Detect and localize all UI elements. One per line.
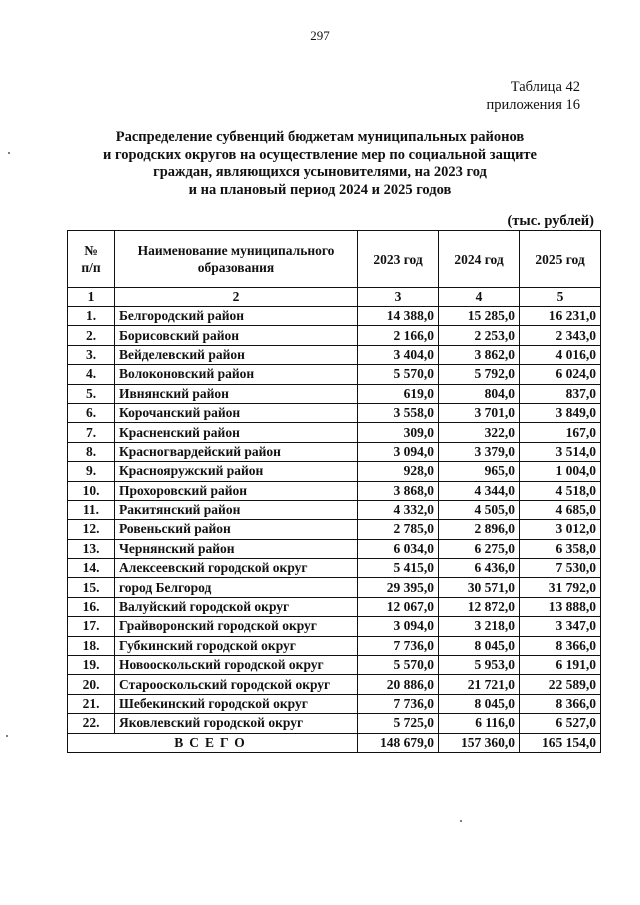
row-value-2024: 322,0 — [439, 423, 520, 442]
table-row — [68, 597, 601, 616]
row-value-2025: 3 849,0 — [520, 403, 601, 422]
row-value-2024: 804,0 — [439, 384, 520, 403]
table-row — [68, 694, 601, 713]
row-name: Новооскольский городской округ — [115, 656, 358, 675]
row-value-2025: 4 685,0 — [520, 500, 601, 519]
row-value-2025: 8 366,0 — [520, 636, 601, 655]
table-row — [68, 403, 601, 422]
row-value-2024: 8 045,0 — [439, 636, 520, 655]
row-number: 4. — [68, 365, 115, 384]
row-value-2023: 12 067,0 — [358, 597, 439, 616]
row-name: Красногвардейский район — [115, 442, 358, 461]
row-value-2024: 3 379,0 — [439, 442, 520, 461]
row-number: 12. — [68, 520, 115, 539]
row-value-2024: 3 862,0 — [439, 345, 520, 364]
row-value-2024: 12 872,0 — [439, 597, 520, 616]
table-row — [68, 500, 601, 519]
row-value-2023: 3 094,0 — [358, 617, 439, 636]
row-name: Ивнянский район — [115, 384, 358, 403]
column-number: 2 — [115, 288, 358, 307]
row-value-2025: 3 012,0 — [520, 520, 601, 539]
row-number: 7. — [68, 423, 115, 442]
table-row — [68, 481, 601, 500]
row-value-2025: 4 016,0 — [520, 345, 601, 364]
table-row — [68, 520, 601, 539]
column-number: 1 — [68, 288, 115, 307]
total-row — [68, 733, 601, 752]
row-number: 19. — [68, 656, 115, 675]
row-name: Ровеньский район — [115, 520, 358, 539]
row-value-2025: 4 518,0 — [520, 481, 601, 500]
row-value-2025: 3 514,0 — [520, 442, 601, 461]
table-row — [68, 578, 601, 597]
row-value-2023: 928,0 — [358, 462, 439, 481]
row-value-2023: 3 558,0 — [358, 403, 439, 422]
table-row — [68, 462, 601, 481]
header-2024: 2024 год — [439, 231, 520, 288]
row-number: 20. — [68, 675, 115, 694]
row-number: 16. — [68, 597, 115, 616]
row-name: Алексеевский городской округ — [115, 559, 358, 578]
title-line2: и городских округов на осуществление мер по социальной защите — [103, 146, 537, 163]
row-value-2024: 6 436,0 — [439, 559, 520, 578]
row-number: 17. — [68, 617, 115, 636]
row-value-2025: 3 347,0 — [520, 617, 601, 636]
row-value-2023: 5 570,0 — [358, 656, 439, 675]
row-number: 6. — [68, 403, 115, 422]
row-value-2023: 619,0 — [358, 384, 439, 403]
row-value-2023: 2 166,0 — [358, 326, 439, 345]
header-2025: 2025 год — [520, 231, 601, 288]
row-value-2025: 2 343,0 — [520, 326, 601, 345]
row-number: 1. — [68, 307, 115, 326]
row-value-2023: 7 736,0 — [358, 636, 439, 655]
header-number-line2: п/п — [81, 260, 101, 275]
scan-speck — [460, 820, 462, 822]
row-name: Губкинский городской округ — [115, 636, 358, 655]
title-line4: и на плановый период 2024 и 2025 годов — [188, 181, 452, 198]
header-name — [115, 231, 358, 288]
total-2025: 165 154,0 — [520, 733, 601, 752]
table-row — [68, 345, 601, 364]
row-value-2025: 6 024,0 — [520, 365, 601, 384]
row-value-2025: 837,0 — [520, 384, 601, 403]
table-row — [68, 656, 601, 675]
row-value-2025: 8 366,0 — [520, 694, 601, 713]
total-2023: 148 679,0 — [358, 733, 439, 752]
row-name: Борисовский район — [115, 326, 358, 345]
row-value-2024: 21 721,0 — [439, 675, 520, 694]
row-number: 8. — [68, 442, 115, 461]
header-name-line2: образования — [197, 260, 275, 275]
row-value-2025: 1 004,0 — [520, 462, 601, 481]
table-row — [68, 675, 601, 694]
table-header-row — [68, 231, 601, 288]
row-value-2024: 965,0 — [439, 462, 520, 481]
table-row — [68, 442, 601, 461]
row-value-2024: 2 896,0 — [439, 520, 520, 539]
header-number — [68, 231, 115, 288]
table-row — [68, 636, 601, 655]
table-row — [68, 307, 601, 326]
row-value-2025: 7 530,0 — [520, 559, 601, 578]
units-label: (тыс. рублей) — [507, 213, 594, 229]
row-value-2025: 22 589,0 — [520, 675, 601, 694]
row-value-2025: 6 191,0 — [520, 656, 601, 675]
table-row — [68, 326, 601, 345]
row-value-2025: 167,0 — [520, 423, 601, 442]
row-number: 18. — [68, 636, 115, 655]
row-value-2024: 4 344,0 — [439, 481, 520, 500]
row-number: 11. — [68, 500, 115, 519]
row-value-2024: 8 045,0 — [439, 694, 520, 713]
column-number: 5 — [520, 288, 601, 307]
row-value-2024: 30 571,0 — [439, 578, 520, 597]
row-number: 21. — [68, 694, 115, 713]
subventions-table — [67, 230, 601, 753]
row-name: Белгородский район — [115, 307, 358, 326]
row-value-2023: 29 395,0 — [358, 578, 439, 597]
row-name: Прохоровский район — [115, 481, 358, 500]
row-name: Корочанский район — [115, 403, 358, 422]
row-value-2024: 15 285,0 — [439, 307, 520, 326]
total-label: ВСЕГО — [68, 733, 358, 752]
row-value-2024: 5 953,0 — [439, 656, 520, 675]
row-value-2023: 6 034,0 — [358, 539, 439, 558]
row-value-2023: 2 785,0 — [358, 520, 439, 539]
row-name: Старооскольский городской округ — [115, 675, 358, 694]
table-row — [68, 423, 601, 442]
row-number: 14. — [68, 559, 115, 578]
row-value-2024: 3 701,0 — [439, 403, 520, 422]
row-number: 10. — [68, 481, 115, 500]
row-name: город Белгород — [115, 578, 358, 597]
table-row — [68, 384, 601, 403]
row-number: 15. — [68, 578, 115, 597]
row-value-2023: 5 415,0 — [358, 559, 439, 578]
row-value-2025: 13 888,0 — [520, 597, 601, 616]
row-name: Шебекинский городской округ — [115, 694, 358, 713]
document-title — [60, 129, 580, 199]
row-number: 5. — [68, 384, 115, 403]
row-number: 22. — [68, 714, 115, 733]
row-name: Красненский район — [115, 423, 358, 442]
table-row — [68, 365, 601, 384]
row-number: 3. — [68, 345, 115, 364]
table-row — [68, 539, 601, 558]
row-value-2023: 7 736,0 — [358, 694, 439, 713]
row-value-2023: 3 094,0 — [358, 442, 439, 461]
total-2024: 157 360,0 — [439, 733, 520, 752]
row-name: Краснояружский район — [115, 462, 358, 481]
row-value-2025: 31 792,0 — [520, 578, 601, 597]
row-value-2024: 3 218,0 — [439, 617, 520, 636]
row-number: 9. — [68, 462, 115, 481]
row-value-2024: 5 792,0 — [439, 365, 520, 384]
table-reference — [487, 78, 580, 114]
row-name: Яковлевский городской округ — [115, 714, 358, 733]
row-value-2023: 309,0 — [358, 423, 439, 442]
row-value-2023: 3 868,0 — [358, 481, 439, 500]
row-value-2025: 16 231,0 — [520, 307, 601, 326]
header-number-line1: № — [84, 243, 98, 258]
row-name: Волоконовский район — [115, 365, 358, 384]
page-number: 297 — [310, 28, 330, 43]
header-2023: 2023 год — [358, 231, 439, 288]
column-number-row — [68, 288, 601, 307]
row-number: 2. — [68, 326, 115, 345]
row-name: Вейделевский район — [115, 345, 358, 364]
title-line3: граждан, являющихся усыновителями, на 2023 год — [153, 164, 487, 180]
table-row — [68, 559, 601, 578]
row-value-2023: 20 886,0 — [358, 675, 439, 694]
row-number: 13. — [68, 539, 115, 558]
row-value-2024: 4 505,0 — [439, 500, 520, 519]
header-name-line1: Наименование муниципального — [137, 243, 335, 258]
table-ref-line2: приложения 16 — [486, 97, 580, 113]
table-ref-line1: Таблица 42 — [510, 79, 580, 95]
row-value-2023: 3 404,0 — [358, 345, 439, 364]
row-name: Валуйский городской округ — [115, 597, 358, 616]
row-name: Чернянский район — [115, 539, 358, 558]
row-name: Ракитянский район — [115, 500, 358, 519]
title-line1: Распределение субвенций бюджетам муниципальных районов — [115, 129, 525, 145]
column-number: 4 — [439, 288, 520, 307]
column-number: 3 — [358, 288, 439, 307]
row-value-2025: 6 358,0 — [520, 539, 601, 558]
scan-speck — [8, 152, 10, 154]
row-value-2024: 2 253,0 — [439, 326, 520, 345]
row-value-2025: 6 527,0 — [520, 714, 601, 733]
row-value-2023: 5 570,0 — [358, 365, 439, 384]
row-value-2023: 5 725,0 — [358, 714, 439, 733]
row-value-2024: 6 116,0 — [439, 714, 520, 733]
table-row — [68, 617, 601, 636]
row-name: Грайворонский городской округ — [115, 617, 358, 636]
table-row — [68, 714, 601, 733]
row-value-2023: 14 388,0 — [358, 307, 439, 326]
row-value-2023: 4 332,0 — [358, 500, 439, 519]
row-value-2024: 6 275,0 — [439, 539, 520, 558]
scan-speck — [6, 735, 8, 737]
